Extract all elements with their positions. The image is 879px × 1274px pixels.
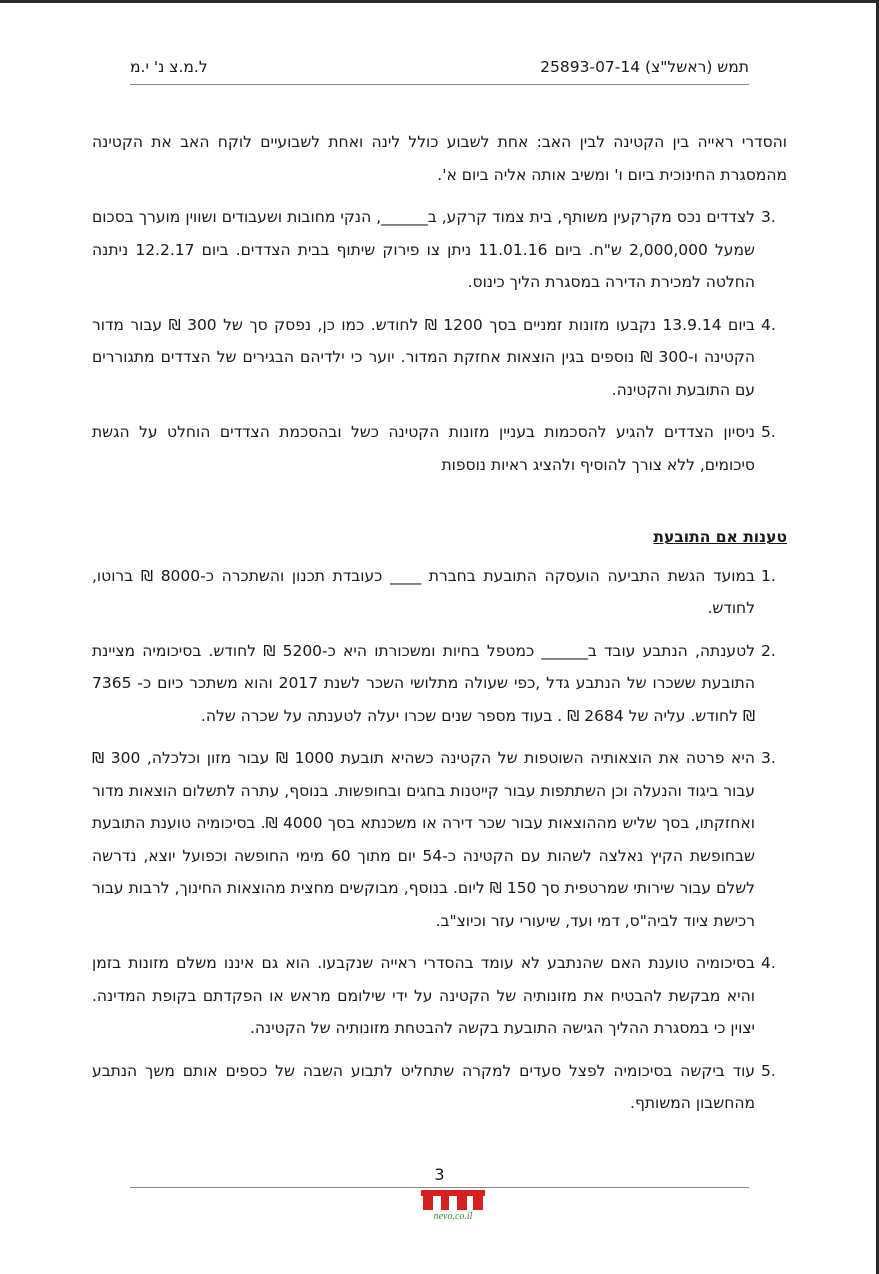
item-number: 5. <box>761 423 776 441</box>
item-number: 3. <box>761 749 776 767</box>
item-number: 5. <box>761 1061 776 1080</box>
page-number: 3 <box>434 1165 445 1184</box>
item-text: ביום 13.9.14 נקבעו מזונות זמניים בסך 1200 ₪ לחודש. כמו כן, נפסק סך של 300 ₪ עבור מדור הקטינה ו-300 ₪ נוספים בגין הוצאות אחזקת המדור. יוער כי ילדיהם הבגירים של הצדדים מתגוררים עם התובעת והקטינה. <box>92 315 755 399</box>
logo-letter-stroke <box>423 1196 433 1210</box>
list-item <box>92 635 787 733</box>
claims-list <box>92 560 787 1120</box>
item-text: לצדדים נכס מקרקעין משותף, בית צמוד קרקע, ב______, הנקי מחובות ושעבודים ושווין מוערך בסכום שמעל 2,000,000 ש"ח. ביום 11.01.16 ניתן צו פירוק שיתוף בבית הצדדים. ביום 12.2.17 ניתנה החלטה למכירת הדירה במסגרת הליך כינוס. <box>92 208 755 291</box>
list-item <box>92 560 787 625</box>
case-number: תמש (ראשל"צ) 25893-07-14 <box>540 58 749 76</box>
document-body <box>92 126 787 1130</box>
intro-paragraph: והסדרי ראייה בין הקטינה לבין האב: אחת לשבוע כולל לינה ואחת לשבועיים לוקח האב את הקטינה מהמסגרת החינוכית ביום ו' ומשיב אותה אליה ביום א'. <box>92 133 787 184</box>
list-item <box>92 1055 787 1120</box>
item-text: לטענתה, הנתבע עובד ב______ כמטפל בחיות ומשכורתו היא כ-5200 ₪ לחודש. בסיכומיה מציינת התובעת ששכרו של הנתבע גדל ,כפי שעולה מתלושי השכר לשנת 2017 והוא משתכר כיום כ- 7365 ₪ לחודש. עליה של 2684 ₪ . בעוד מספר שנים שכרו יעלה לטענתה על שכרה שלה. <box>92 641 755 725</box>
list-item <box>92 947 787 1045</box>
item-text: עוד ביקשה בסיכומיה לפצל סעדים למקרה שתחליט לתבוע השבה של כספים אותם משך הנתבע מהחשבון המשותף. <box>92 1061 755 1112</box>
list-item <box>92 742 787 937</box>
case-parties: ל.מ.צ נ' י.מ <box>130 58 208 76</box>
item-text: במועד הגשת התביעה הועסקה התובעת בחברת ____ כעובדת תכנון והשתכרה כ-8000 ₪ ברוטו, לחודש. <box>92 566 755 617</box>
list-item <box>92 416 787 481</box>
list-item <box>92 309 787 407</box>
header-divider <box>130 84 749 85</box>
page-header <box>130 58 749 76</box>
logo-url: nevo.co.il <box>433 1211 473 1222</box>
item-text: היא פרטה את הוצאותיה השוטפות של הקטינה כשהיא תובעת 1000 ₪ עבור מזון וכלכלה, 300 ₪ עבור ביגוד והנעלה וכן השתתפות עבור קייטנות בחגים ובחופשות. בנוסף, עתרה לתשלום הוצאות מדור ואחזקתו, בסך שליש מההוצאות עבור שכר דירה או משכנתא בסך 4000 ₪. בסיכומיה טוענת התובעת שבחופשת הקיץ נאלצה לשהות עם הקטינה כ-54 יום מתוך 60 מימי החופשה וכפועל יוצא, נדרשה לשלם עבור שירותי שמרטפית סך 150 ₪ ליום. בנוסף, מבוקשים מחצית מהוצאות החינוך, לרבות עבור רכישת ציוד לביה"ס, דמי ועד, שיעורי עזר וכיוצ"ב. <box>92 749 755 930</box>
logo-letter-stroke <box>457 1196 467 1210</box>
item-number: 2. <box>761 641 776 660</box>
item-text: בסיכומיה טוענת האם שהנתבע לא עומד בהסדרי ראייה שנקבעו. הוא גם איננו משלם מזונות בזמן והיא מבקשת להבטיח את מזונותיה של הקטינה על ידי שילומם מראש או הפקדתם בקופת המדינה. יצוין כי במסגרת ההליך הגישה התובעת בקשה להבטחת מזונותיה של הקטינה. <box>92 954 755 1037</box>
logo-letter-stroke <box>441 1196 449 1210</box>
list-item <box>92 201 787 299</box>
item-number: 1. <box>761 566 776 585</box>
logo-letter-stroke <box>473 1196 483 1210</box>
item-text: ניסיון הצדדים להגיע להסכמות בעניין מזונות הקטינה כשל ובהסכמת הצדדים הוחלט על הגשת סיכומים, ללא צורך להוסיף ולהציג ראיות נוספות <box>92 423 755 474</box>
nevo-logo <box>413 1188 493 1222</box>
item-number: 4. <box>761 954 776 972</box>
item-number: 4. <box>761 315 776 334</box>
facts-list <box>92 201 787 481</box>
page-border-top <box>0 0 879 3</box>
item-number: 3. <box>761 208 776 226</box>
logo-bar <box>421 1190 485 1196</box>
section-heading: טענות אם התובעת <box>653 528 787 546</box>
